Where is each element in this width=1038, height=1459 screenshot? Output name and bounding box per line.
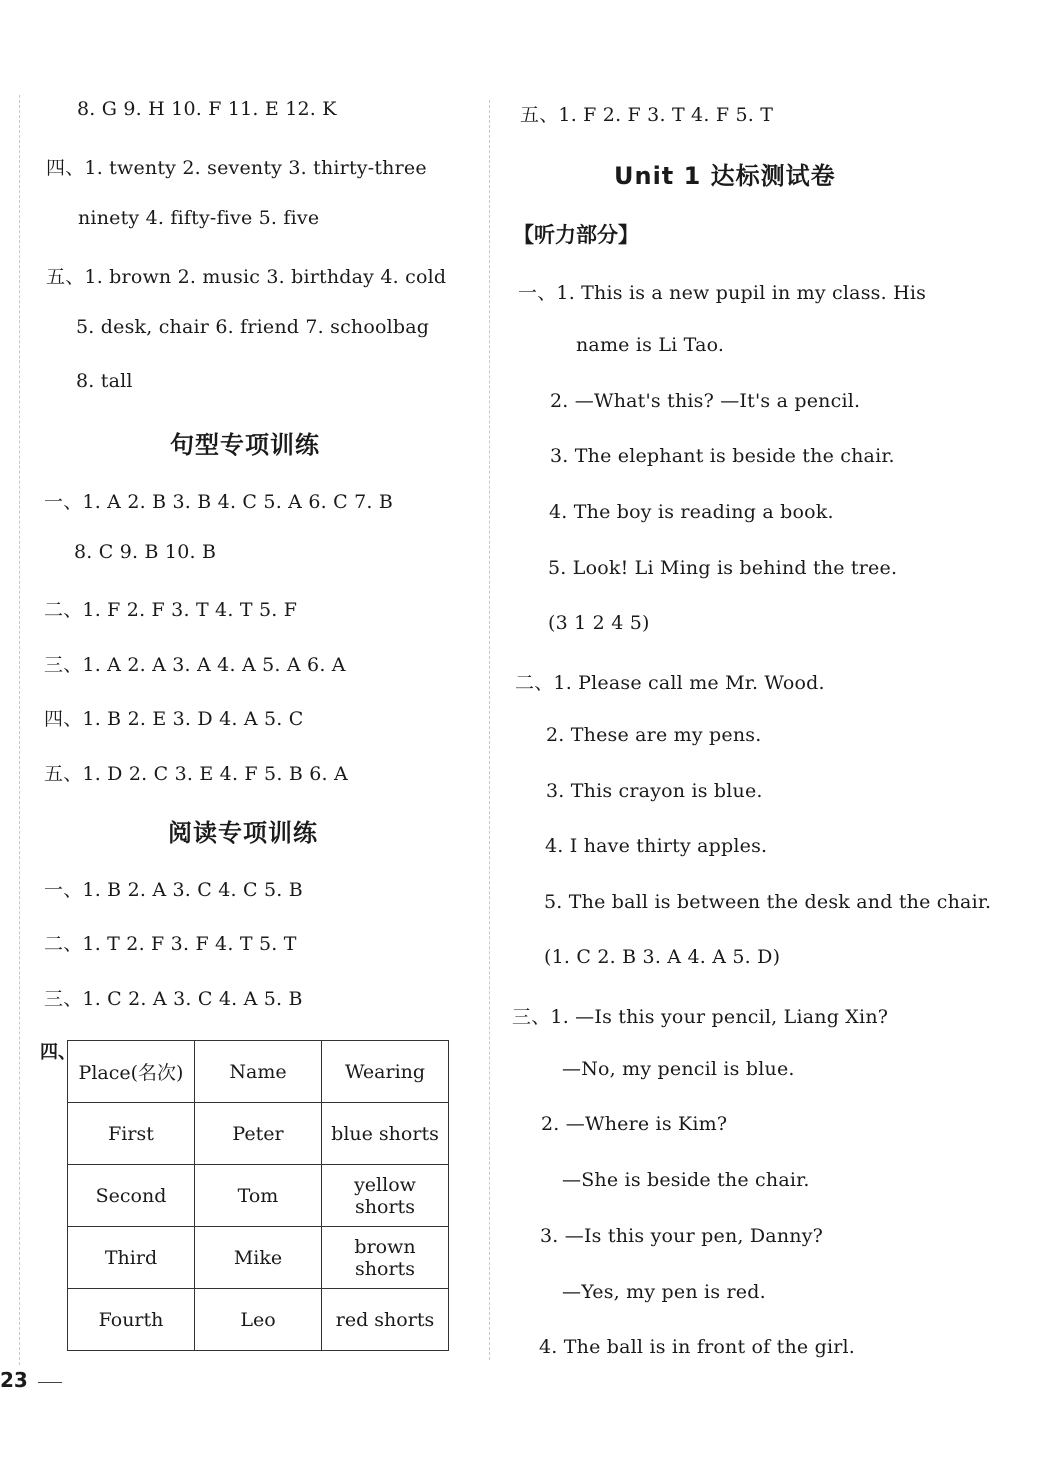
table-cell: brown shorts — [322, 1227, 449, 1289]
table-cell: yellow shorts — [322, 1165, 449, 1227]
transcript-line: 2. —What's this? —It's a pencil. — [550, 390, 861, 412]
answer-line: 8. tall — [76, 370, 133, 392]
page-number-rule — [38, 1382, 62, 1383]
unit-heading: Unit 1 达标测试卷 — [614, 162, 836, 190]
table-row — [68, 1289, 449, 1351]
transcript-line: name is Li Tao. — [576, 334, 725, 356]
transcript-line: 4. The boy is reading a book. — [549, 501, 834, 523]
page-number: 23 — [0, 1368, 28, 1392]
answer-key: (3 1 2 4 5) — [548, 612, 650, 634]
section-heading: 句型专项训练 — [170, 431, 320, 459]
transcript-line: —No, my pencil is blue. — [562, 1058, 795, 1080]
answer-line: 四、1. B 2. E 3. D 4. A 5. C — [44, 708, 304, 730]
answer-line: 五、1. F 2. F 3. T 4. F 5. T — [520, 104, 774, 126]
transcript-line: 二、1. Please call me Mr. Wood. — [515, 672, 825, 694]
transcript-line: 4. I have thirty apples. — [545, 835, 768, 857]
table-cell: Third — [68, 1227, 195, 1289]
ranking-table — [67, 1040, 449, 1351]
transcript-line: 3. This crayon is blue. — [546, 780, 763, 802]
answer-line: 二、1. T 2. F 3. F 4. T 5. T — [44, 933, 297, 955]
section-heading: 阅读专项训练 — [168, 819, 318, 847]
transcript-line: 3. —Is this your pen, Danny? — [540, 1225, 824, 1247]
transcript-line: 2. —Where is Kim? — [541, 1113, 728, 1135]
table-header-cell: Name — [195, 1041, 322, 1103]
answer-line: 一、1. B 2. A 3. C 4. C 5. B — [44, 879, 303, 901]
table-cell: Mike — [195, 1227, 322, 1289]
table-header-cell: Wearing — [322, 1041, 449, 1103]
table-cell: Tom — [195, 1165, 322, 1227]
column-divider — [489, 100, 490, 1360]
table-header-row — [68, 1041, 449, 1103]
transcript-line: 3. The elephant is beside the chair. — [550, 445, 895, 467]
table-cell: Leo — [195, 1289, 322, 1351]
answer-line: 三、1. C 2. A 3. C 4. A 5. B — [44, 988, 303, 1010]
table-question-label: 四、 — [40, 1042, 76, 1063]
answer-line: 五、1. brown 2. music 3. birthday 4. cold — [46, 266, 447, 288]
table-row — [68, 1103, 449, 1165]
table-cell: Peter — [195, 1103, 322, 1165]
answer-line: 五、1. D 2. C 3. E 4. F 5. B 6. A — [44, 763, 348, 785]
answer-line: 四、1. twenty 2. seventy 3. thirty-three — [46, 157, 427, 179]
transcript-line: 5. The ball is between the desk and the chair. — [544, 891, 992, 913]
table-row — [68, 1227, 449, 1289]
table-cell: red shorts — [322, 1289, 449, 1351]
answer-line: 8. C 9. B 10. B — [74, 541, 217, 563]
transcript-line: 一、1. This is a new pupil in my class. His — [518, 282, 927, 304]
table-header-cell: Place(名次) — [68, 1041, 195, 1103]
transcript-line: 5. Look! Li Ming is behind the tree. — [548, 557, 898, 579]
answer-line: 8. G 9. H 10. F 11. E 12. K — [77, 98, 337, 120]
transcript-line: 4. The ball is in front of the girl. — [539, 1336, 856, 1358]
transcript-line: —Yes, my pen is red. — [562, 1281, 766, 1303]
table-cell: blue shorts — [322, 1103, 449, 1165]
answer-line: 一、1. A 2. B 3. B 4. C 5. A 6. C 7. B — [44, 491, 394, 513]
table-cell: Fourth — [68, 1289, 195, 1351]
table-cell: Second — [68, 1165, 195, 1227]
listening-section-title: 【听力部分】 — [513, 223, 639, 247]
transcript-line: 三、1. —Is this your pencil, Liang Xin? — [512, 1006, 889, 1028]
table-row — [68, 1165, 449, 1227]
left-fold-line — [19, 95, 20, 1365]
answer-line: 二、1. F 2. F 3. T 4. T 5. F — [44, 599, 298, 621]
transcript-line: —She is beside the chair. — [562, 1169, 810, 1191]
answer-line: 5. desk, chair 6. friend 7. schoolbag — [76, 316, 430, 338]
table-cell: First — [68, 1103, 195, 1165]
answer-line: ninety 4. fifty-five 5. five — [78, 207, 320, 229]
answer-key: (1. C 2. B 3. A 4. A 5. D) — [544, 946, 781, 968]
answer-line: 三、1. A 2. A 3. A 4. A 5. A 6. A — [44, 654, 346, 676]
transcript-line: 2. These are my pens. — [546, 724, 762, 746]
